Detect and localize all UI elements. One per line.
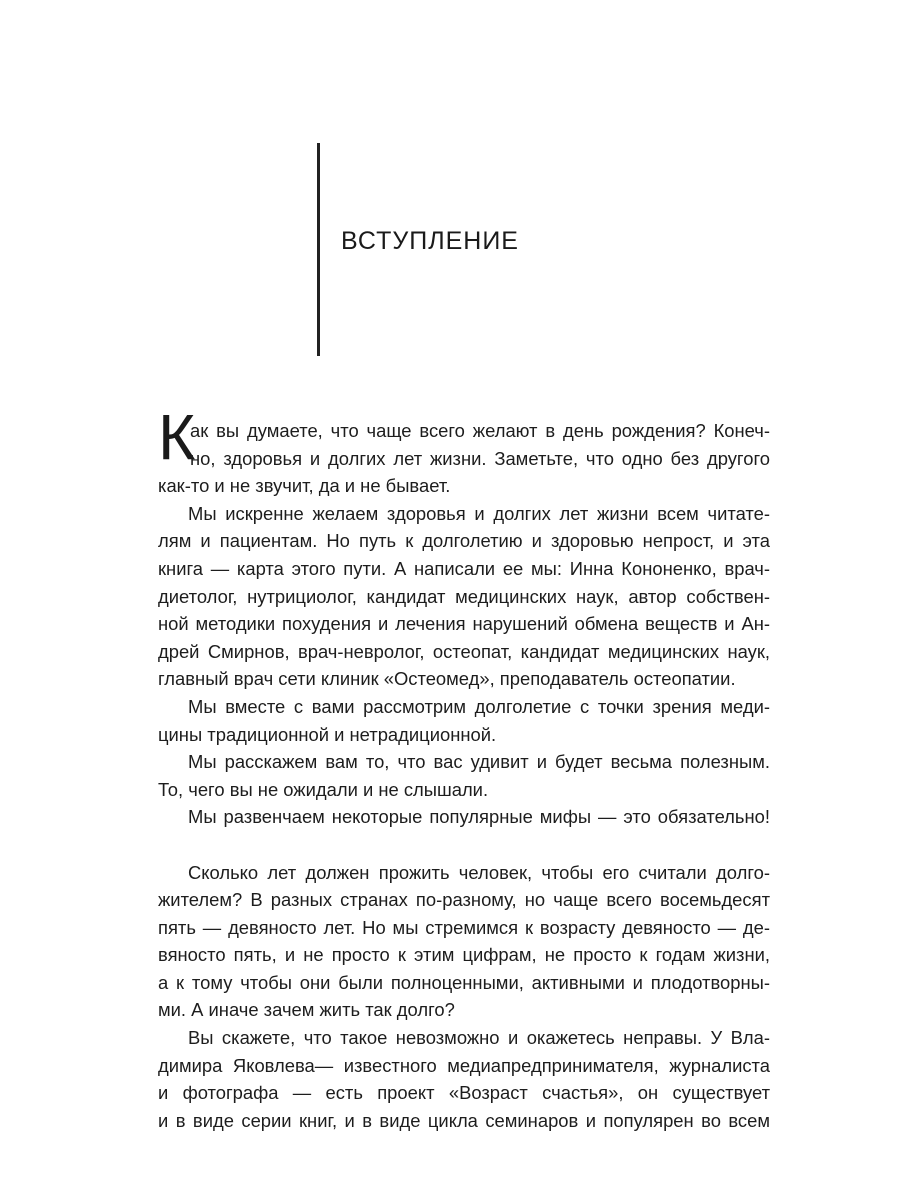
text-line: Сколько лет должен прожить человек, чтобы его считали долго- <box>188 861 770 883</box>
chapter-title: ВСТУПЛЕНИЕ <box>341 227 519 255</box>
text-line: а к тому чтобы они были полноценными, активными и плодотворны- <box>158 971 770 993</box>
text-line: Мы развенчаем некоторые популярные мифы — это обязательно! <box>188 806 770 828</box>
text-line: Мы искренне желаем здоровья и долгих лет жизни всем читате- <box>188 502 770 524</box>
drop-cap: К <box>158 401 196 473</box>
text-line: То, чего вы не ожидали и не слышали. <box>158 778 489 800</box>
text-line: димира Яковлева— известного медиапредпринимателя, журналиста <box>158 1054 770 1076</box>
text-line: ной методики похудения и лечения нарушений обмена веществ и Ан- <box>158 613 770 635</box>
text-line: Мы расскажем вам то, что вас удивит и будет весьма полезным. <box>188 751 770 773</box>
text-line: ми. А иначе зачем жить так долго? <box>158 999 455 1021</box>
chapter-title-rule <box>317 143 320 356</box>
text-line: и фотографа — есть проект «Возраст счастья», он существует <box>158 1082 770 1104</box>
text-line: вяносто пять, и не просто к этим цифрам, не просто к годам жизни, <box>158 944 770 966</box>
text-line: как-то и не звучит, да и не бывает. <box>158 475 451 497</box>
text-line: пять — девяносто лет. Но мы стремимся к возрасту девяносто — де- <box>158 916 770 938</box>
text-line: диетолог, нутрициолог, кандидат медицинских наук, автор собствен- <box>158 585 770 607</box>
text-line: Вы скажете, что такое невозможно и окажетесь неправы. У Вла- <box>188 1027 770 1049</box>
paragraph-gap <box>158 831 770 859</box>
text-line: лям и пациентам. Но путь к долголетию и здоровью непрост, и эта <box>158 530 770 552</box>
text-line: жителем? В разных странах по-разному, но чаще всего восемьдесят <box>158 889 770 911</box>
text-line: книга — карта этого пути. А написали ее мы: Инна Кононенко, врач- <box>158 557 770 579</box>
text-line: цины традиционной и нетрадиционной. <box>158 723 497 745</box>
text-line: дрей Смирнов, врач-невролог, остеопат, кандидат медицинских наук, <box>158 640 770 662</box>
text-line: но, здоровья и долгих лет жизни. Заметьте, что одно без другого <box>190 447 770 469</box>
text-line: и в виде серии книг, и в виде цикла семинаров и популярен во всем <box>158 1109 770 1131</box>
text-line: ак вы думаете, что чаще всего желают в день рождения? Конеч- <box>190 420 770 441</box>
body-text <box>158 417 770 1134</box>
text-line: Мы вместе с вами рассмотрим долголетие с точки зрения меди- <box>188 695 770 717</box>
text-line: главный врач сети клиник «Остеомед», преподаватель остеопатии. <box>158 668 736 690</box>
